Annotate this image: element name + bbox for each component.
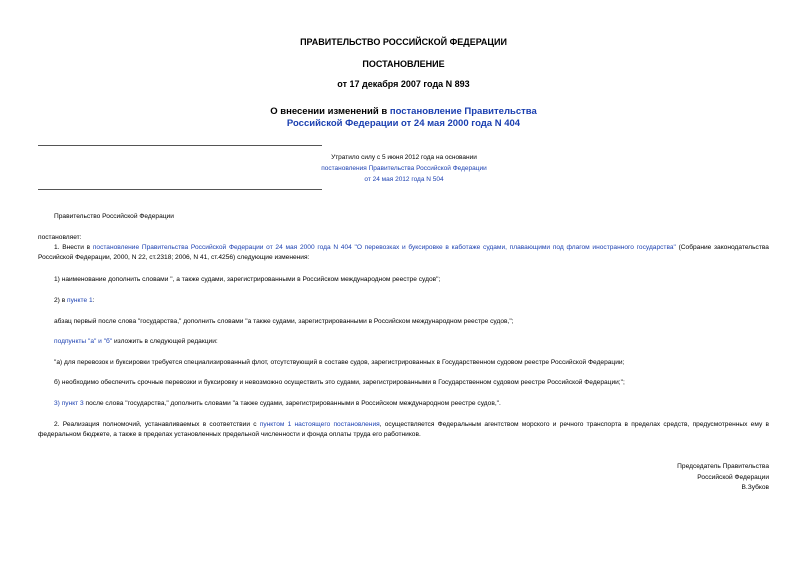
document-type: ПОСТАНОВЛЕНИЕ [362,59,445,69]
subitem-2-link-point-1[interactable]: пункте 1 [67,297,93,304]
title-link-decree-404[interactable]: постановление Правительства [389,106,537,117]
intro-text: Правительство Российской Федерации [54,213,174,220]
item-1-suffix: (Собрание законодательства Российской Федерации, 2000, N 22, ст.2318; 2006, N 41, ст.4256) следующие изменения: [38,244,769,261]
title-prefix: О внесении изменений в [270,106,390,117]
item-1-paragraph [38,243,769,263]
item-2-paragraph [38,420,769,440]
subitem-2 [54,297,94,304]
subitem-2-subs-suffix: изложить в следующей редакции: [112,338,218,345]
item-2-link-point-1[interactable]: пунктом 1 настоящего постановления [259,421,380,428]
item-2-prefix: 2. Реализация полномочий, устанавливаемых в соответствии с [54,421,260,428]
title-link-decree-404-date[interactable]: Российской Федерации от 24 мая 2000 года N 404 [286,118,521,129]
signature-name: В.Зубков [741,484,769,491]
signature-block [677,462,769,494]
item-1-prefix: 1. Внести в [54,244,93,251]
document-title [0,106,807,130]
status-note-link-decree[interactable]: постановления Правительства Российской Федерации [321,165,487,172]
signature-title: Председатель Правительства [677,463,769,470]
subitem-1: 1) наименование дополнить словами ", а также судами, зарегистрированными в Российском международном реестре судов"; [54,276,441,283]
subitem-3-number: 3) [54,400,60,407]
signature-country: Российской Федерации [697,473,769,481]
divider-top [38,145,322,146]
quote-b: б) необходимо обеспечить срочные перевозки и буксировку и невозможно осуществить это судами, зарегистрированными в Государственном судовом реестре Российской Федерации;"; [54,379,625,386]
status-note-text: Утратило силу с 5 июня 2012 года на основании [331,154,477,161]
divider-bottom [38,189,322,190]
subitem-2-prefix: 2) в [54,297,68,304]
subitem-2-text: абзац первый после слова "государства," дополнить словами "а также судами, зарегистрированными в Российском международном реестре судов,"; [54,318,514,325]
subitem-3 [54,400,501,407]
subitem-2-link-subpoints[interactable]: подпункты "а" и "б" [54,338,113,345]
quote-a: "а) для перевозок и буксировки требуется специализированный флот, отсутствующий в составе судов, зарегистрированных в Государственном судовом реестре Российской Федерации; [54,359,625,366]
subitem-2-subs [54,338,218,345]
government-heading: ПРАВИТЕЛЬСТВО РОССИЙСКОЙ ФЕДЕРАЦИИ [300,37,507,47]
subitem-2-suffix: : [92,297,95,304]
document-date-number: от 17 декабря 2007 года N 893 [337,79,470,89]
subitem-3-suffix: после слова "государства," дополнить словами "а также судами, зарегистрированными в Российском международном реестре судов,". [83,400,501,407]
decrees-text: постановляет: [38,234,82,241]
item-2-suffix: , осуществляется Федеральным агентством морского и речного транспорта в пределах средств, предусмотренных ему в федеральном бюджете, а также в пределах установленных предельной численности и фонда оплаты труда его работников. [38,421,769,438]
item-1-link-decree[interactable]: постановление Правительства Российской Федерации от 24 мая 2000 года N 404 "О перевозках и буксировке в каботаже судами, плавающими под флагом иностранного государства" [92,244,676,251]
subitem-3-link-point-3[interactable]: пункт 3 [61,400,84,407]
status-note-link-date[interactable]: от 24 мая 2012 года N 504 [364,176,444,183]
status-note [300,152,508,185]
